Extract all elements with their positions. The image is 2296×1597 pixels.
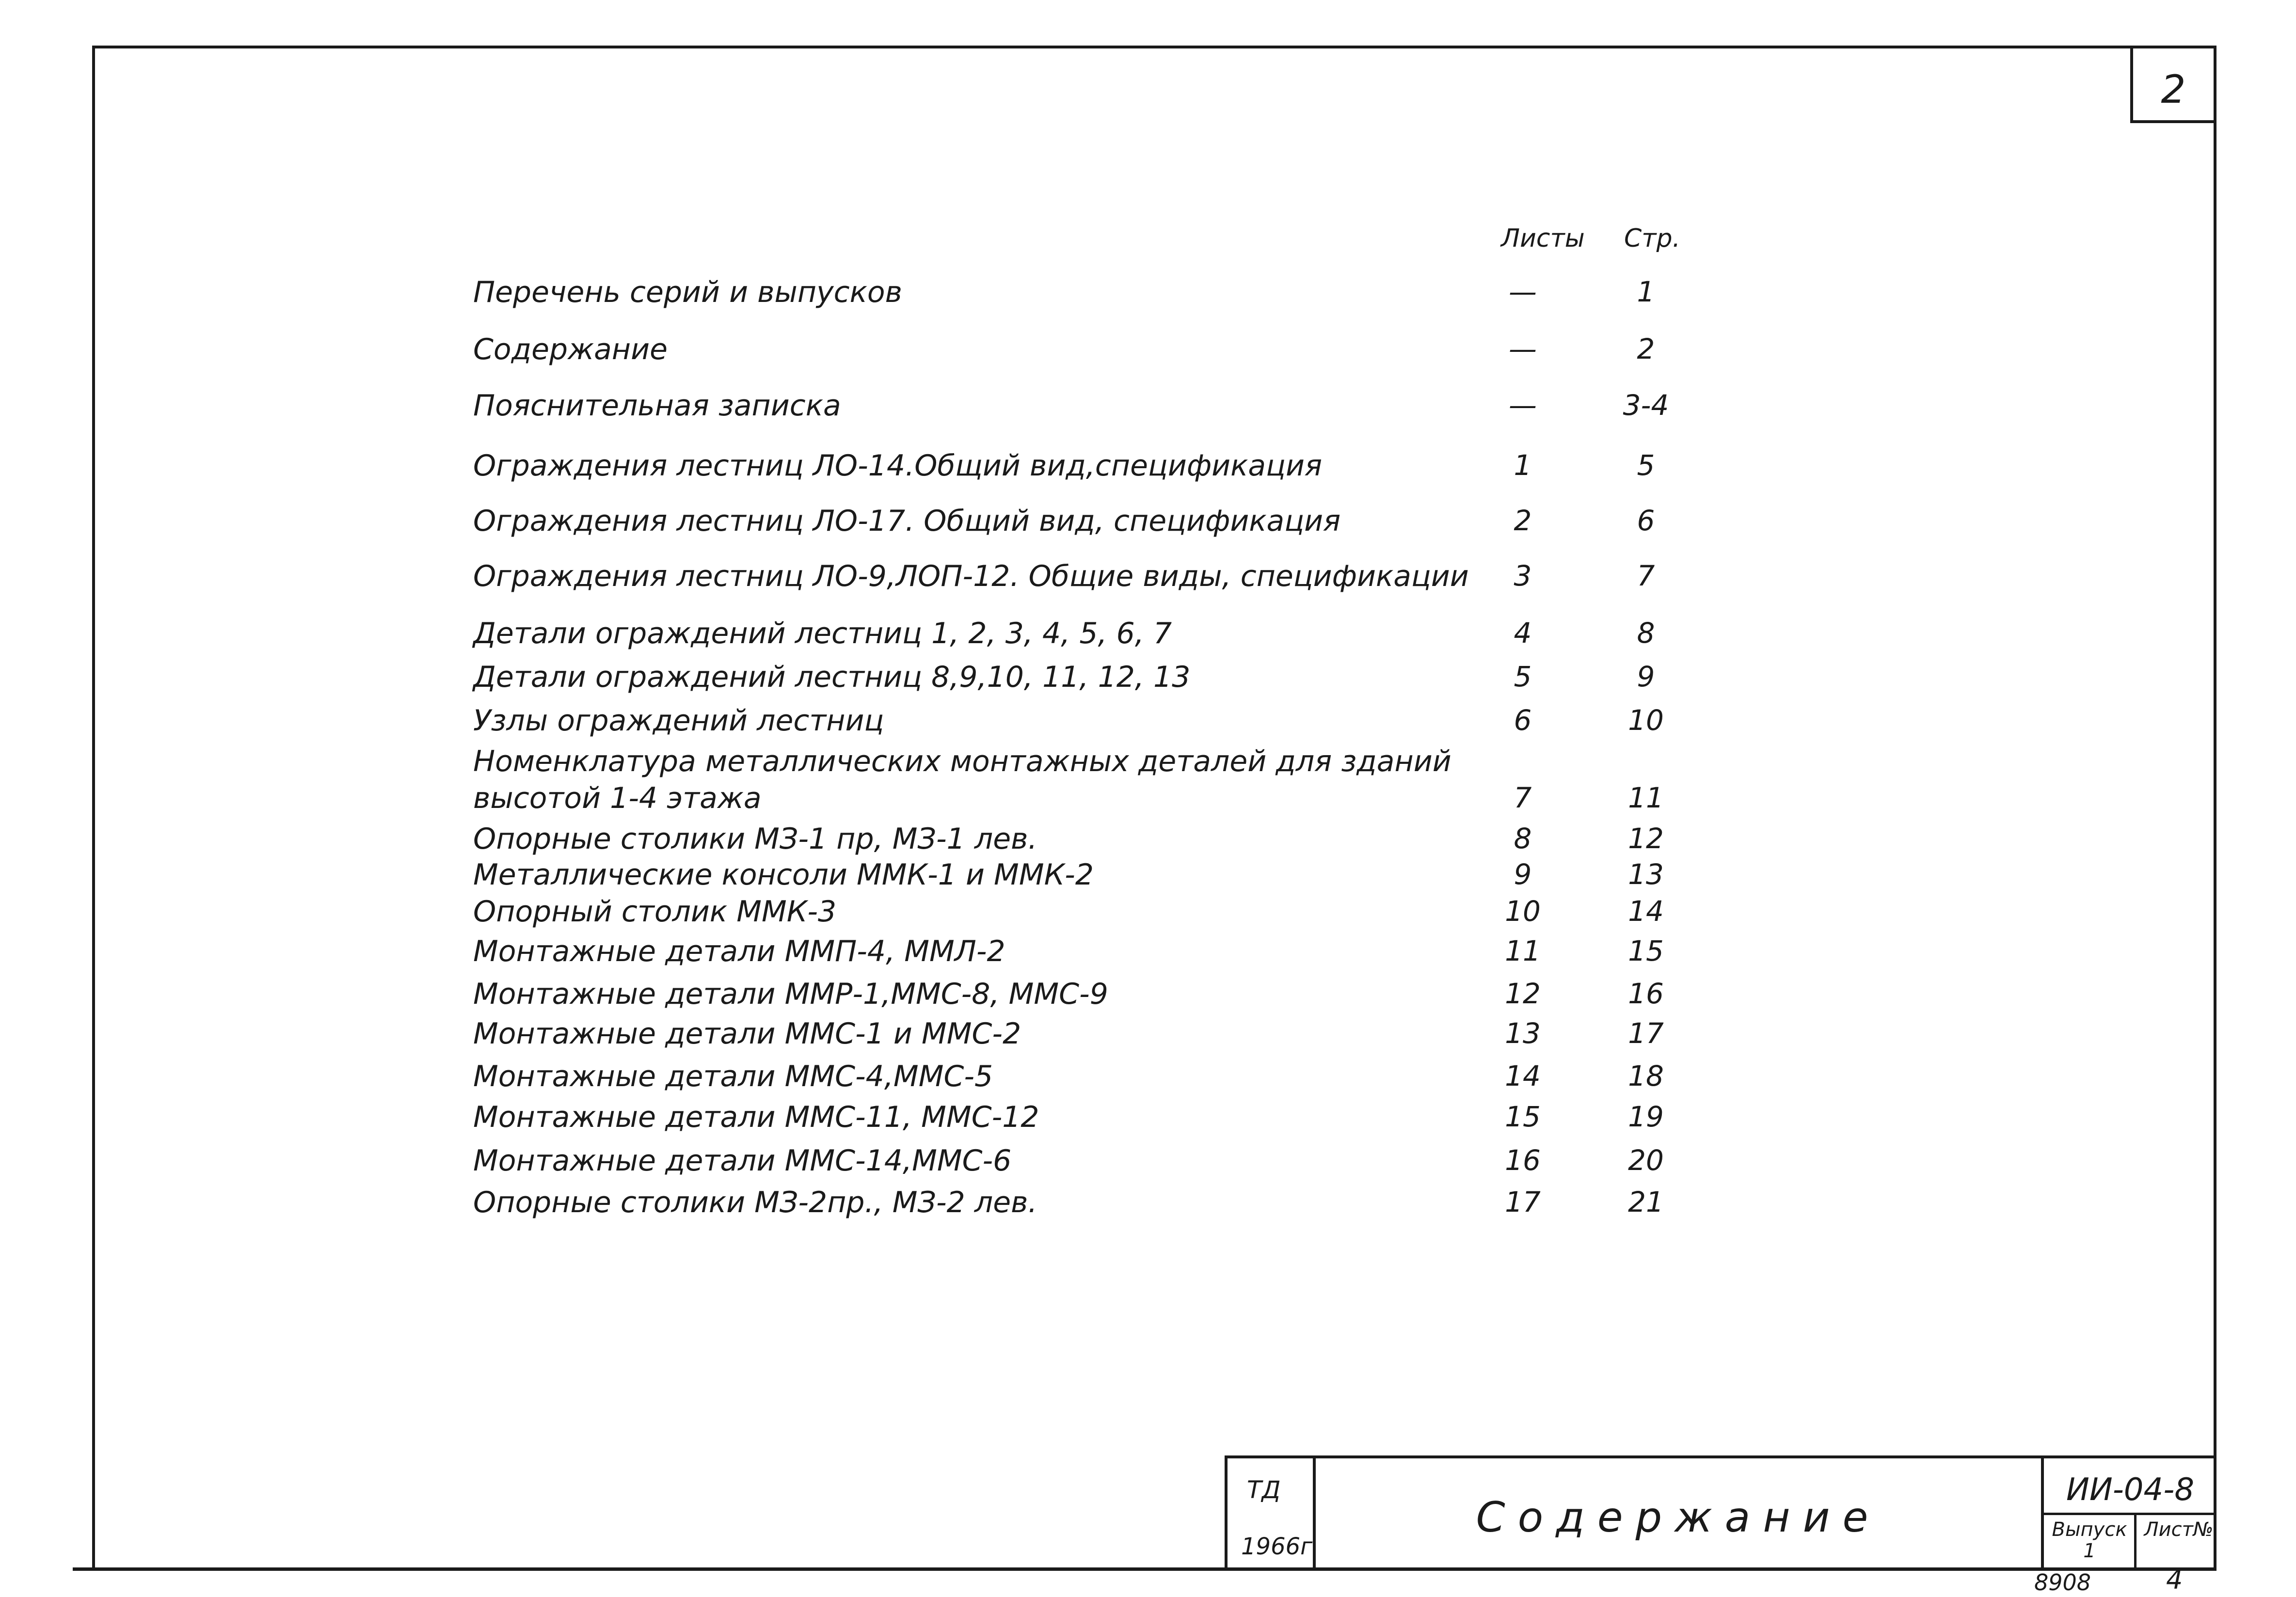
- row-sheet-number: —: [1509, 275, 1537, 308]
- row-sheet-number: 2: [1514, 504, 1532, 537]
- row-title: Опорные столики МЗ-1 пр, МЗ-1 лев.: [473, 822, 1037, 856]
- contents-row: [0, 1059, 2296, 1098]
- title-block-org: ТД: [1247, 1476, 1281, 1504]
- title-block-issue-label: Выпуск: [2052, 1518, 2127, 1541]
- contents-row: [0, 449, 2296, 488]
- row-page-number: 18: [1628, 1059, 1664, 1092]
- row-title: Перечень серий и выпусков: [473, 275, 902, 309]
- row-page-number: 10: [1628, 704, 1664, 737]
- row-page-number: 11: [1628, 781, 1664, 814]
- contents-row: [0, 617, 2296, 655]
- row-sheet-number: 1: [1514, 449, 1532, 482]
- contents-row: [0, 934, 2296, 973]
- row-sheet-number: 7: [1514, 781, 1532, 814]
- title-block-title: Содержание: [1476, 1493, 1881, 1542]
- row-title: Узлы ограждений лестниц: [473, 704, 884, 738]
- row-sheet-number: 3: [1514, 559, 1532, 592]
- title-block-org-cell: [1225, 1455, 1316, 1568]
- frame-bottom-border: [73, 1567, 2216, 1571]
- sheet-number: 4: [2166, 1565, 2183, 1595]
- row-page-number: 21: [1628, 1186, 1664, 1218]
- contents-row: [0, 704, 2296, 743]
- archive-number: 8908: [2034, 1569, 2091, 1596]
- row-page-number: 1: [1637, 275, 1655, 308]
- row-sheet-number: 11: [1505, 934, 1541, 967]
- row-title: Металлические консоли ММК-1 и ММК-2: [473, 858, 1094, 892]
- title-block-divider: [2044, 1513, 2216, 1515]
- title-block-year: 1966г: [1241, 1533, 1313, 1560]
- row-sheet-number: 5: [1514, 660, 1532, 693]
- row-sheet-number: 12: [1505, 977, 1541, 1010]
- contents-row: [0, 743, 2296, 820]
- row-sheet-number: 16: [1505, 1144, 1541, 1177]
- row-title-line-2: высотой 1-4 этажа: [473, 781, 762, 815]
- row-page-number: 2: [1637, 332, 1655, 365]
- row-title: Ограждения лестниц ЛО-14.Общий вид,спецификация: [473, 449, 1323, 483]
- row-title: Монтажные детали ММР-1,ММС-8, ММС-9: [473, 977, 1108, 1011]
- contents-row: [0, 1017, 2296, 1056]
- row-page-number: 3-4: [1623, 389, 1669, 422]
- contents-row: [0, 1144, 2296, 1183]
- row-sheet-number: 17: [1505, 1186, 1541, 1218]
- row-page-number: 17: [1628, 1017, 1664, 1050]
- column-header-sheets: Листы: [1501, 224, 1585, 253]
- row-sheet-number: 13: [1505, 1017, 1541, 1050]
- row-title: Опорный столик ММК-3: [473, 895, 837, 929]
- contents-row: [0, 332, 2296, 371]
- row-sheet-number: 4: [1514, 617, 1532, 649]
- row-page-number: 7: [1637, 559, 1655, 592]
- row-title: Ограждения лестниц ЛО-9,ЛОП-12. Общие виды, спецификации: [473, 559, 1469, 593]
- contents-row: [0, 275, 2296, 314]
- row-sheet-number: 6: [1514, 704, 1532, 737]
- row-page-number: 15: [1628, 934, 1664, 967]
- row-sheet-number: —: [1509, 389, 1537, 422]
- row-page-number: 8: [1637, 617, 1655, 649]
- row-page-number: 20: [1628, 1144, 1664, 1177]
- row-title: Содержание: [473, 332, 668, 366]
- contents-row: [0, 660, 2296, 699]
- title-block-issue-value: 1: [2083, 1540, 2096, 1562]
- row-sheet-number: 8: [1514, 822, 1532, 855]
- row-page-number: 14: [1628, 895, 1664, 928]
- row-page-number: 13: [1628, 858, 1664, 891]
- contents-row: [0, 389, 2296, 427]
- row-page-number: 5: [1637, 449, 1655, 482]
- row-title: Монтажные детали ММС-14,ММС-6: [473, 1144, 1012, 1178]
- contents-row: [0, 1186, 2296, 1224]
- page-number: 2: [2161, 67, 2186, 112]
- row-page-number: 12: [1628, 822, 1664, 855]
- contents-row: [0, 1100, 2296, 1139]
- page-number-box: [2130, 46, 2214, 123]
- row-title: Монтажные детали ММС-11, ММС-12: [473, 1100, 1039, 1134]
- row-title-line-1: Номенклатура металлических монтажных деталей для зданий: [473, 744, 1451, 778]
- row-title: Пояснительная записка: [473, 389, 841, 423]
- title-block-code: ИИ-04-8: [2066, 1472, 2195, 1508]
- title-block-code-cell: [2041, 1455, 2216, 1568]
- title-block-name-cell: [1316, 1455, 2041, 1568]
- title-block-divider: [2134, 1513, 2137, 1571]
- row-page-number: 16: [1628, 977, 1664, 1010]
- row-sheet-number: —: [1509, 332, 1537, 365]
- contents-row: [0, 895, 2296, 933]
- frame-top-border: [92, 46, 2216, 48]
- contents-row: [0, 822, 2296, 861]
- row-title: Детали ограждений лестниц 1, 2, 3, 4, 5, 6, 7: [473, 617, 1172, 650]
- row-sheet-number: 14: [1505, 1059, 1541, 1092]
- row-sheet-number: 9: [1514, 858, 1532, 891]
- contents-row: [0, 504, 2296, 543]
- row-page-number: 19: [1628, 1100, 1664, 1133]
- contents-row: [0, 559, 2296, 598]
- title-block-sheet-label: Лист№: [2144, 1518, 2214, 1541]
- row-title: Монтажные детали ММС-1 и ММС-2: [473, 1017, 1021, 1051]
- row-page-number: 9: [1637, 660, 1655, 693]
- row-sheet-number: 15: [1505, 1100, 1541, 1133]
- row-title: Монтажные детали ММП-4, ММЛ-2: [473, 934, 1005, 968]
- contents-row: [0, 858, 2296, 897]
- contents-row: [0, 977, 2296, 1016]
- row-title: Опорные столики МЗ-2пр., МЗ-2 лев.: [473, 1186, 1037, 1219]
- row-sheet-number: 10: [1505, 895, 1541, 928]
- row-title: Детали ограждений лестниц 8,9,10, 11, 12, 13: [473, 660, 1191, 694]
- row-title: Монтажные детали ММС-4,ММС-5: [473, 1059, 993, 1093]
- column-header-page: Стр.: [1624, 224, 1681, 253]
- row-page-number: 6: [1637, 504, 1655, 537]
- row-title: Ограждения лестниц ЛО-17. Общий вид, спецификация: [473, 504, 1341, 538]
